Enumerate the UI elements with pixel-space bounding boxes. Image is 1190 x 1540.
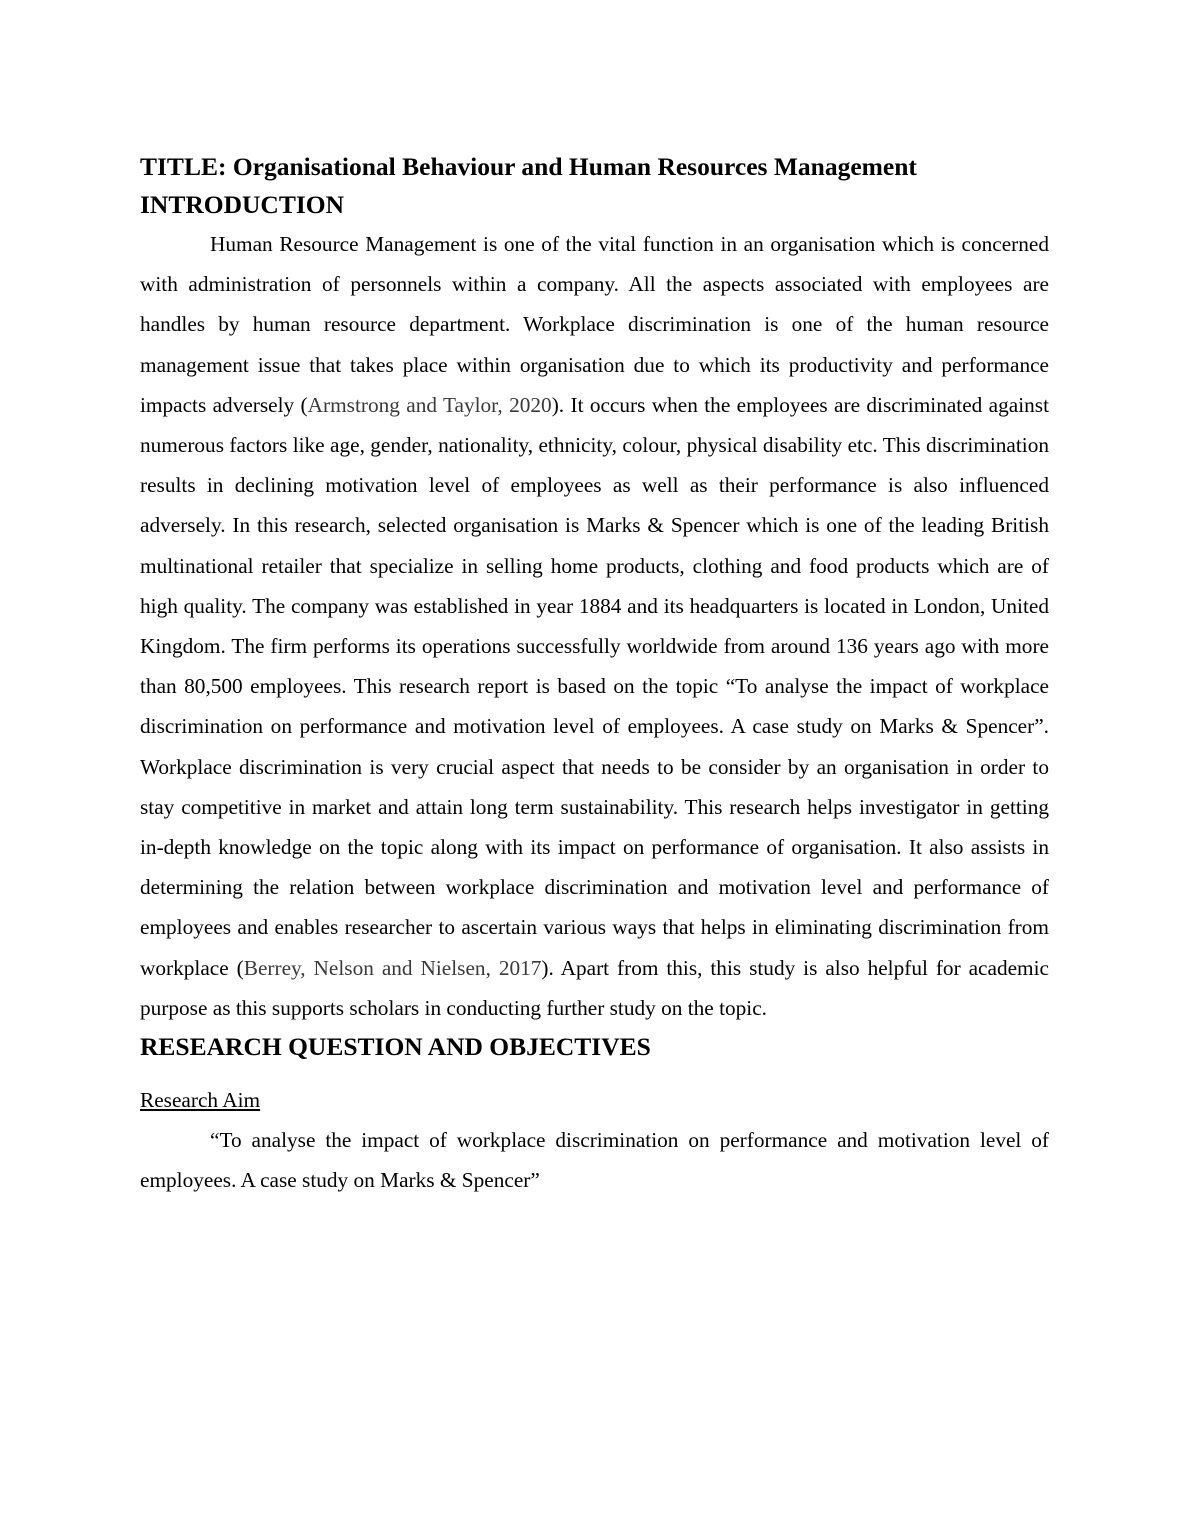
introduction-heading: INTRODUCTION — [140, 190, 345, 219]
intro-text-part2: ). It occurs when the employees are discriminated against numerous factors like age, gender, nationality, ethnicity, colour, physical disability etc. This discrimination results in declining motivation level of employees as well as their performance is also influenced adversely. In this research, selected organisation is Marks & Spencer which is one of the leading British multinational retailer that specialize in selling home products, clothing and food products which are of high quality. The company was established in year 1884 and its headquarters is located in London, United Kingdom. The firm performs its operations successfully worldwide from around 136 years ago with more than 80,500 employees. This research report is based on the topic “To analyse the impact of workplace discrimination on performance and motivation level of employees. A case study on Marks & Spencer”. Workplace discrimination is very crucial aspect that needs to be consider by an organisation in order to stay competitive in market and attain long term sustainability. This research helps investigator in getting in-depth knowledge on the topic along with its impact on performance of organisation. It also assists in determining the relation between workplace discrimination and motivation level and performance of employees and enables researcher to ascertain various ways that helps in eliminating discrimination from workplace ( — [140, 392, 1049, 980]
research-aim-label: Research Aim — [140, 1088, 261, 1113]
document-title: TITLE: Organisational Behaviour and Human Resources Management — [140, 152, 917, 181]
research-question-heading: RESEARCH QUESTION AND OBJECTIVES — [140, 1032, 651, 1062]
intro-text-part1: Human Resource Management is one of the vital function in an organisation which is concerned with administration of personnels within a company. All the aspects associated with employees are handles by human resource department. Workplace discrimination is one of the human resource management issue that takes place within organisation due to which its productivity and performance impacts adversely ( — [140, 232, 1049, 417]
research-aim-text: “To analyse the impact of workplace discrimination on performance and motivation level of employees. A case study on Marks & Spencer” — [140, 1128, 1049, 1193]
intro-text-part3: ). Apart from this, this study is also helpful for academic purpose as this supports scholars in conducting further study on the topic. — [140, 955, 1049, 1020]
document-page — [140, 148, 1049, 1201]
citation-berrey-nelson-nielsen: Berrey, Nelson and Nielsen, 2017 — [243, 955, 542, 980]
introduction-paragraph — [140, 224, 1049, 1028]
citation-armstrong-taylor: Armstrong and Taylor, 2020 — [307, 392, 552, 417]
